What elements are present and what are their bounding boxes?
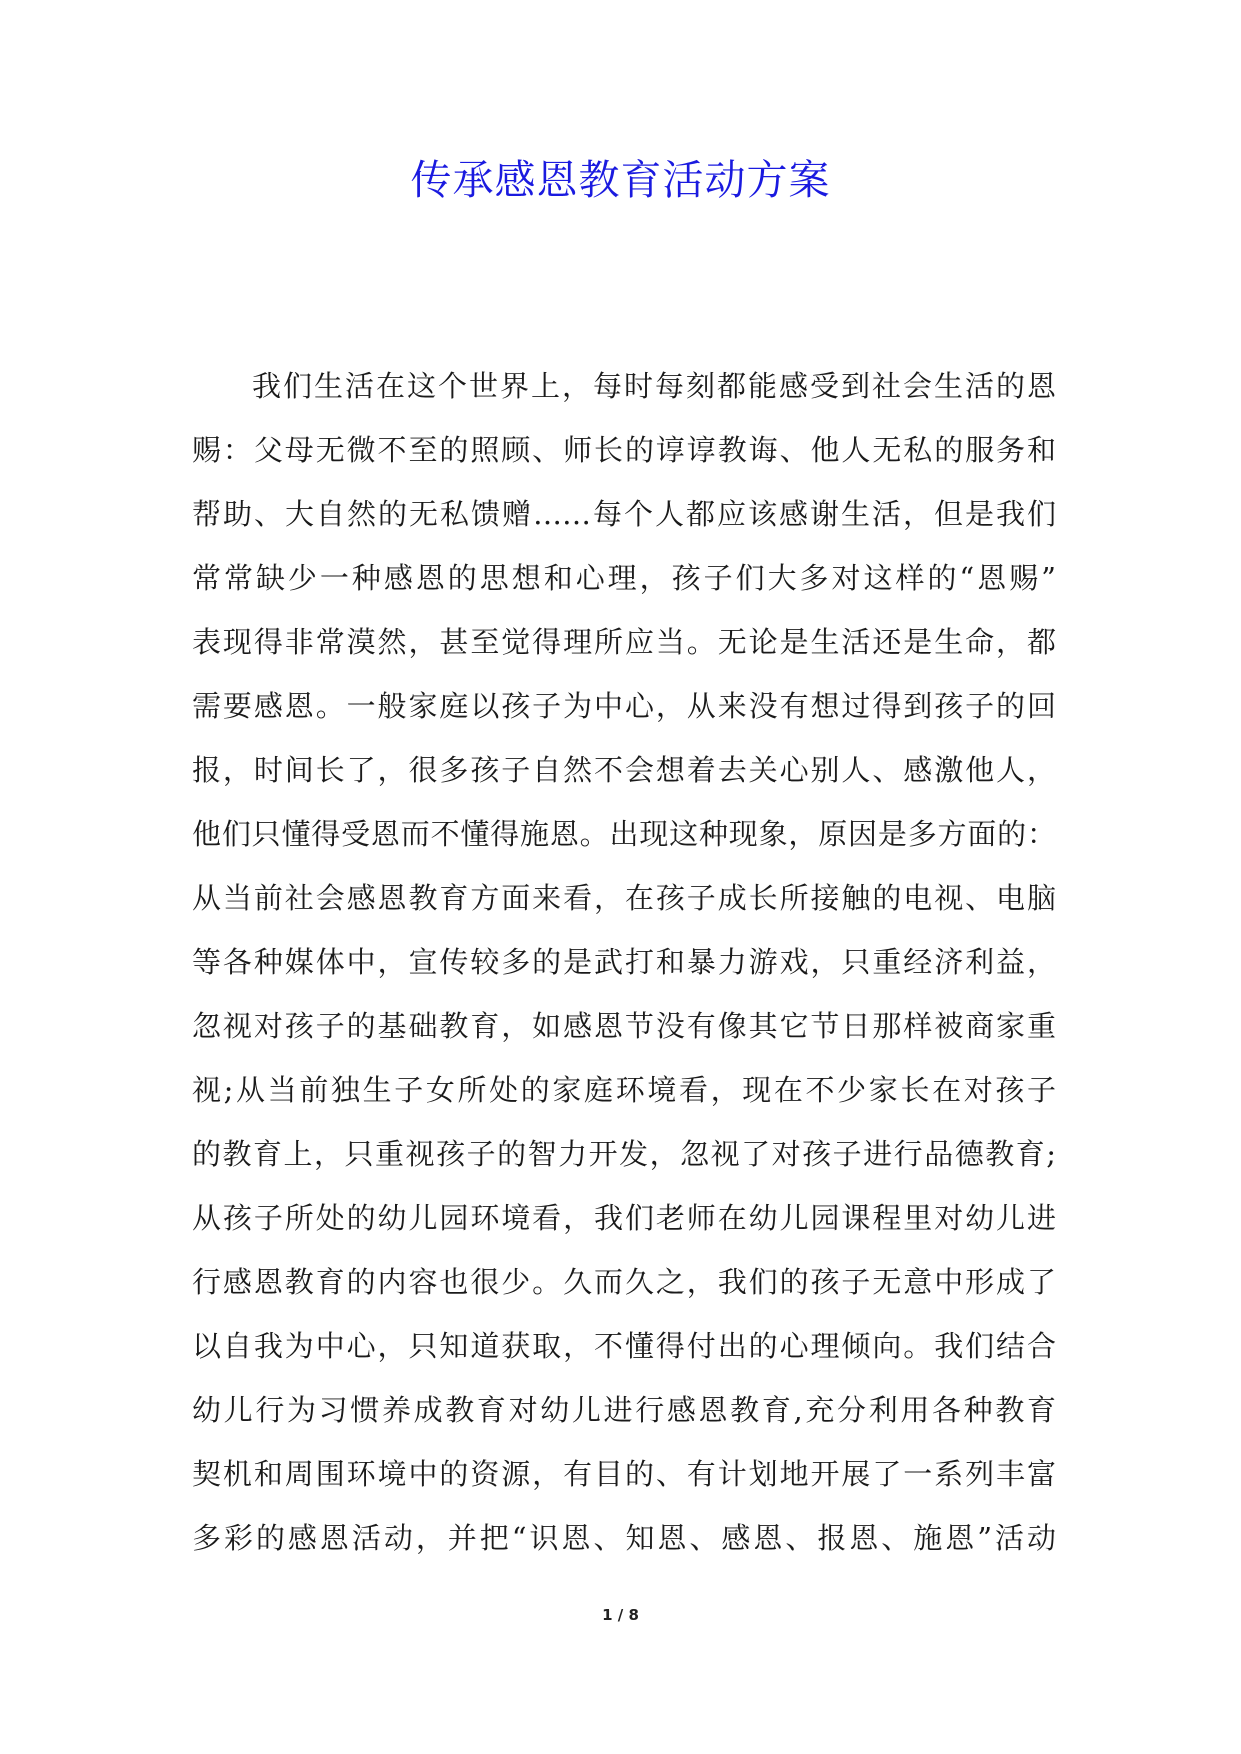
text-line: 需要感恩。一般家庭以孩子为中心，从来没有想过得到孩子的回 [192,689,1056,723]
text-line: 从孩子所处的幼儿园环境看，我们老师在幼儿园课程里对幼儿进 [192,1201,1056,1235]
text-line: 幼儿行为习惯养成教育对幼儿进行感恩教育,充分利用各种教育 [192,1393,1056,1427]
text-line: 我们生活在这个世界上，每时每刻都能感受到社会生活的恩 [252,369,1056,403]
text-line: 他们只懂得受恩而不懂得施恩。出现这种现象，原因是多方面的： [192,817,1056,851]
text-line: 视;从当前独生子女所处的家庭环境看，现在不少家长在对孩子 [192,1073,1056,1107]
body-paragraph [192,354,1056,1570]
text-line: 从当前社会感恩教育方面来看，在孩子成长所接触的电视、电脑 [192,881,1056,915]
text-line: 表现得非常漠然，甚至觉得理所应当。无论是生活还是生命，都 [192,625,1056,659]
text-line: 多彩的感恩活动，并把“识恩、知恩、感恩、报恩、施恩”活动 [192,1521,1056,1555]
text-line: 赐：父母无微不至的照顾、师长的谆谆教诲、他人无私的服务和 [192,433,1056,467]
text-line: 忽视对孩子的基础教育，如感恩节没有像其它节日那样被商家重 [192,1009,1056,1043]
text-line: 以自我为中心，只知道获取，不懂得付出的心理倾向。我们结合 [192,1329,1056,1363]
page-number: 1 / 8 [602,1606,639,1624]
text-line: 报，时间长了，很多孩子自然不会想着去关心别人、感激他人， [192,753,1056,787]
text-line: 行感恩教育的内容也很少。久而久之，我们的孩子无意中形成了 [192,1265,1056,1299]
text-line: 常常缺少一种感恩的思想和心理，孩子们大多对这样的“恩赐” [192,561,1056,595]
text-line: 帮助、大自然的无私馈赠……每个人都应该感谢生活，但是我们 [192,497,1056,531]
document-title: 传承感恩教育活动方案 [410,156,831,204]
text-line: 等各种媒体中，宣传较多的是武打和暴力游戏，只重经济利益， [192,945,1056,979]
text-line: 契机和周围环境中的资源，有目的、有计划地开展了一系列丰富 [192,1457,1056,1491]
text-line: 的教育上，只重视孩子的智力开发，忽视了对孩子进行品德教育; [192,1137,1056,1171]
